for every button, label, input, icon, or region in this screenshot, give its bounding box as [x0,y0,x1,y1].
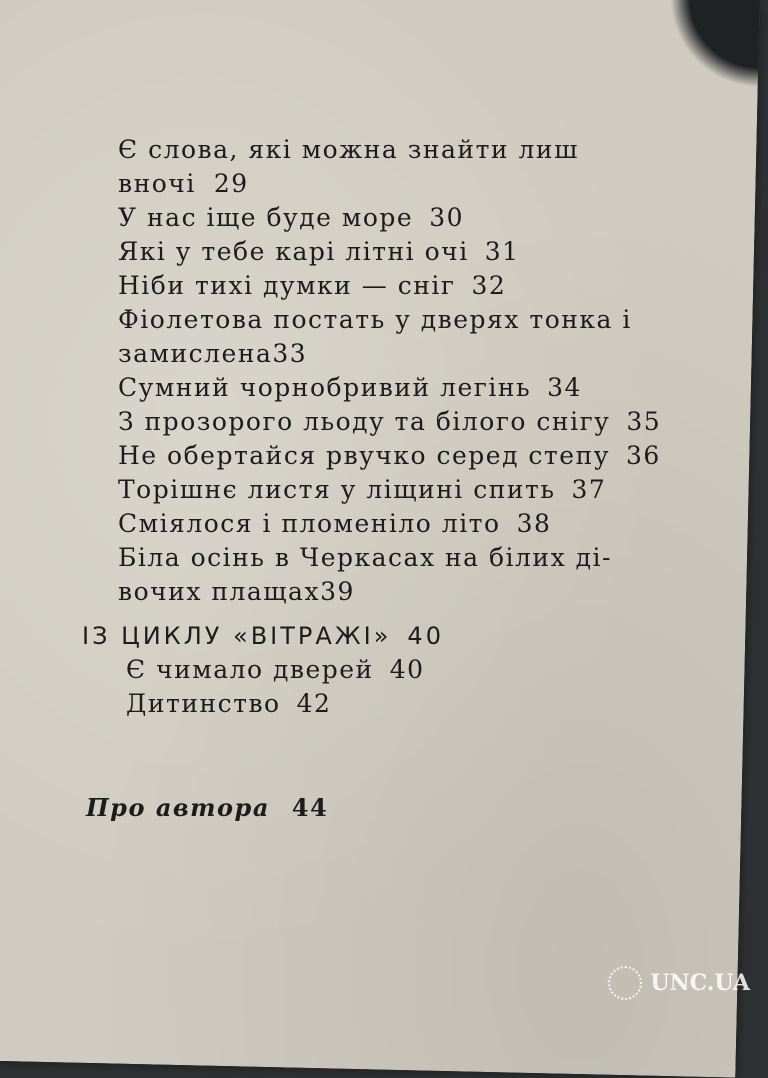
toc-entry-title: Сумний чорнобривий легінь [118,373,532,402]
section-page: 40 [407,622,444,650]
toc-entry [118,201,661,235]
toc-entry-page: 35 [626,407,662,436]
about-page: 44 [291,793,329,822]
watermark [608,966,750,1000]
toc-entry-page: 40 [389,655,425,684]
toc-entry-page: 29 [213,169,249,198]
toc-entry [118,235,661,269]
toc-entry-title: Ніби тихі думки — сніг [118,271,456,300]
toc-entry-page: 42 [296,689,332,718]
about-title: Про автора [86,793,270,822]
toc-entry-title-cont: замислена [118,339,273,368]
toc-section-heading [82,619,661,653]
toc-entry-title-cont: вночі [118,169,196,198]
toc-entry-page: 38 [516,509,552,538]
toc-entry [118,405,661,439]
toc-entry [118,541,661,609]
toc-entry-page: 32 [471,271,507,300]
toc-about-author [86,791,661,825]
toc-entry-page: 31 [484,237,520,266]
toc-entry [118,269,661,303]
toc-entry [118,473,661,507]
toc-entry-title-cont: вочих плащах [118,577,321,606]
toc-entry-title: Які у тебе карі літні очі [118,237,469,266]
toc-entry-title: Є чимало дверей [126,655,374,684]
toc-entry-title: У нас іще буде море [118,203,414,232]
section-title: ІЗ ЦИКЛУ «ВІТРАЖІ» [82,622,392,650]
toc-entry-title: Сміялося і пломеніло літо [118,509,501,538]
toc-entry [118,371,661,405]
table-of-contents [82,133,662,825]
toc-entry-page: 30 [429,203,465,232]
toc-entry [126,653,661,687]
toc-entry-title: Не обертайся рвучко серед степу [118,441,610,470]
watermark-text: UNC.UA [650,970,750,996]
toc-entry-page: 33 [272,339,308,368]
toc-entry-title: Фіолетова постать у дверях тонка і [118,305,632,334]
toc-entry [118,507,661,541]
toc-entry [118,133,661,201]
toc-entry-title: Біла осінь в Черкасах на білих ді- [118,543,612,572]
toc-entry-page: 36 [625,441,661,470]
toc-entry [118,303,661,371]
toc-entry-title: З прозорого льоду та білого снігу [118,407,611,436]
toc-entry-title: Торішнє листя у ліщині спить [118,475,556,504]
toc-entry-title: Дитинство [126,689,281,718]
page-corner-shadow [668,0,760,88]
toc-entry-page: 39 [320,577,355,606]
toc-entry [126,687,661,721]
toc-entry [118,439,661,473]
toc-entry-page: 34 [547,373,582,402]
toc-entry-page: 37 [571,475,607,504]
sun-logo-icon [608,966,642,1000]
toc-entry-title: Є слова, які можна знайти лиш [118,135,579,164]
